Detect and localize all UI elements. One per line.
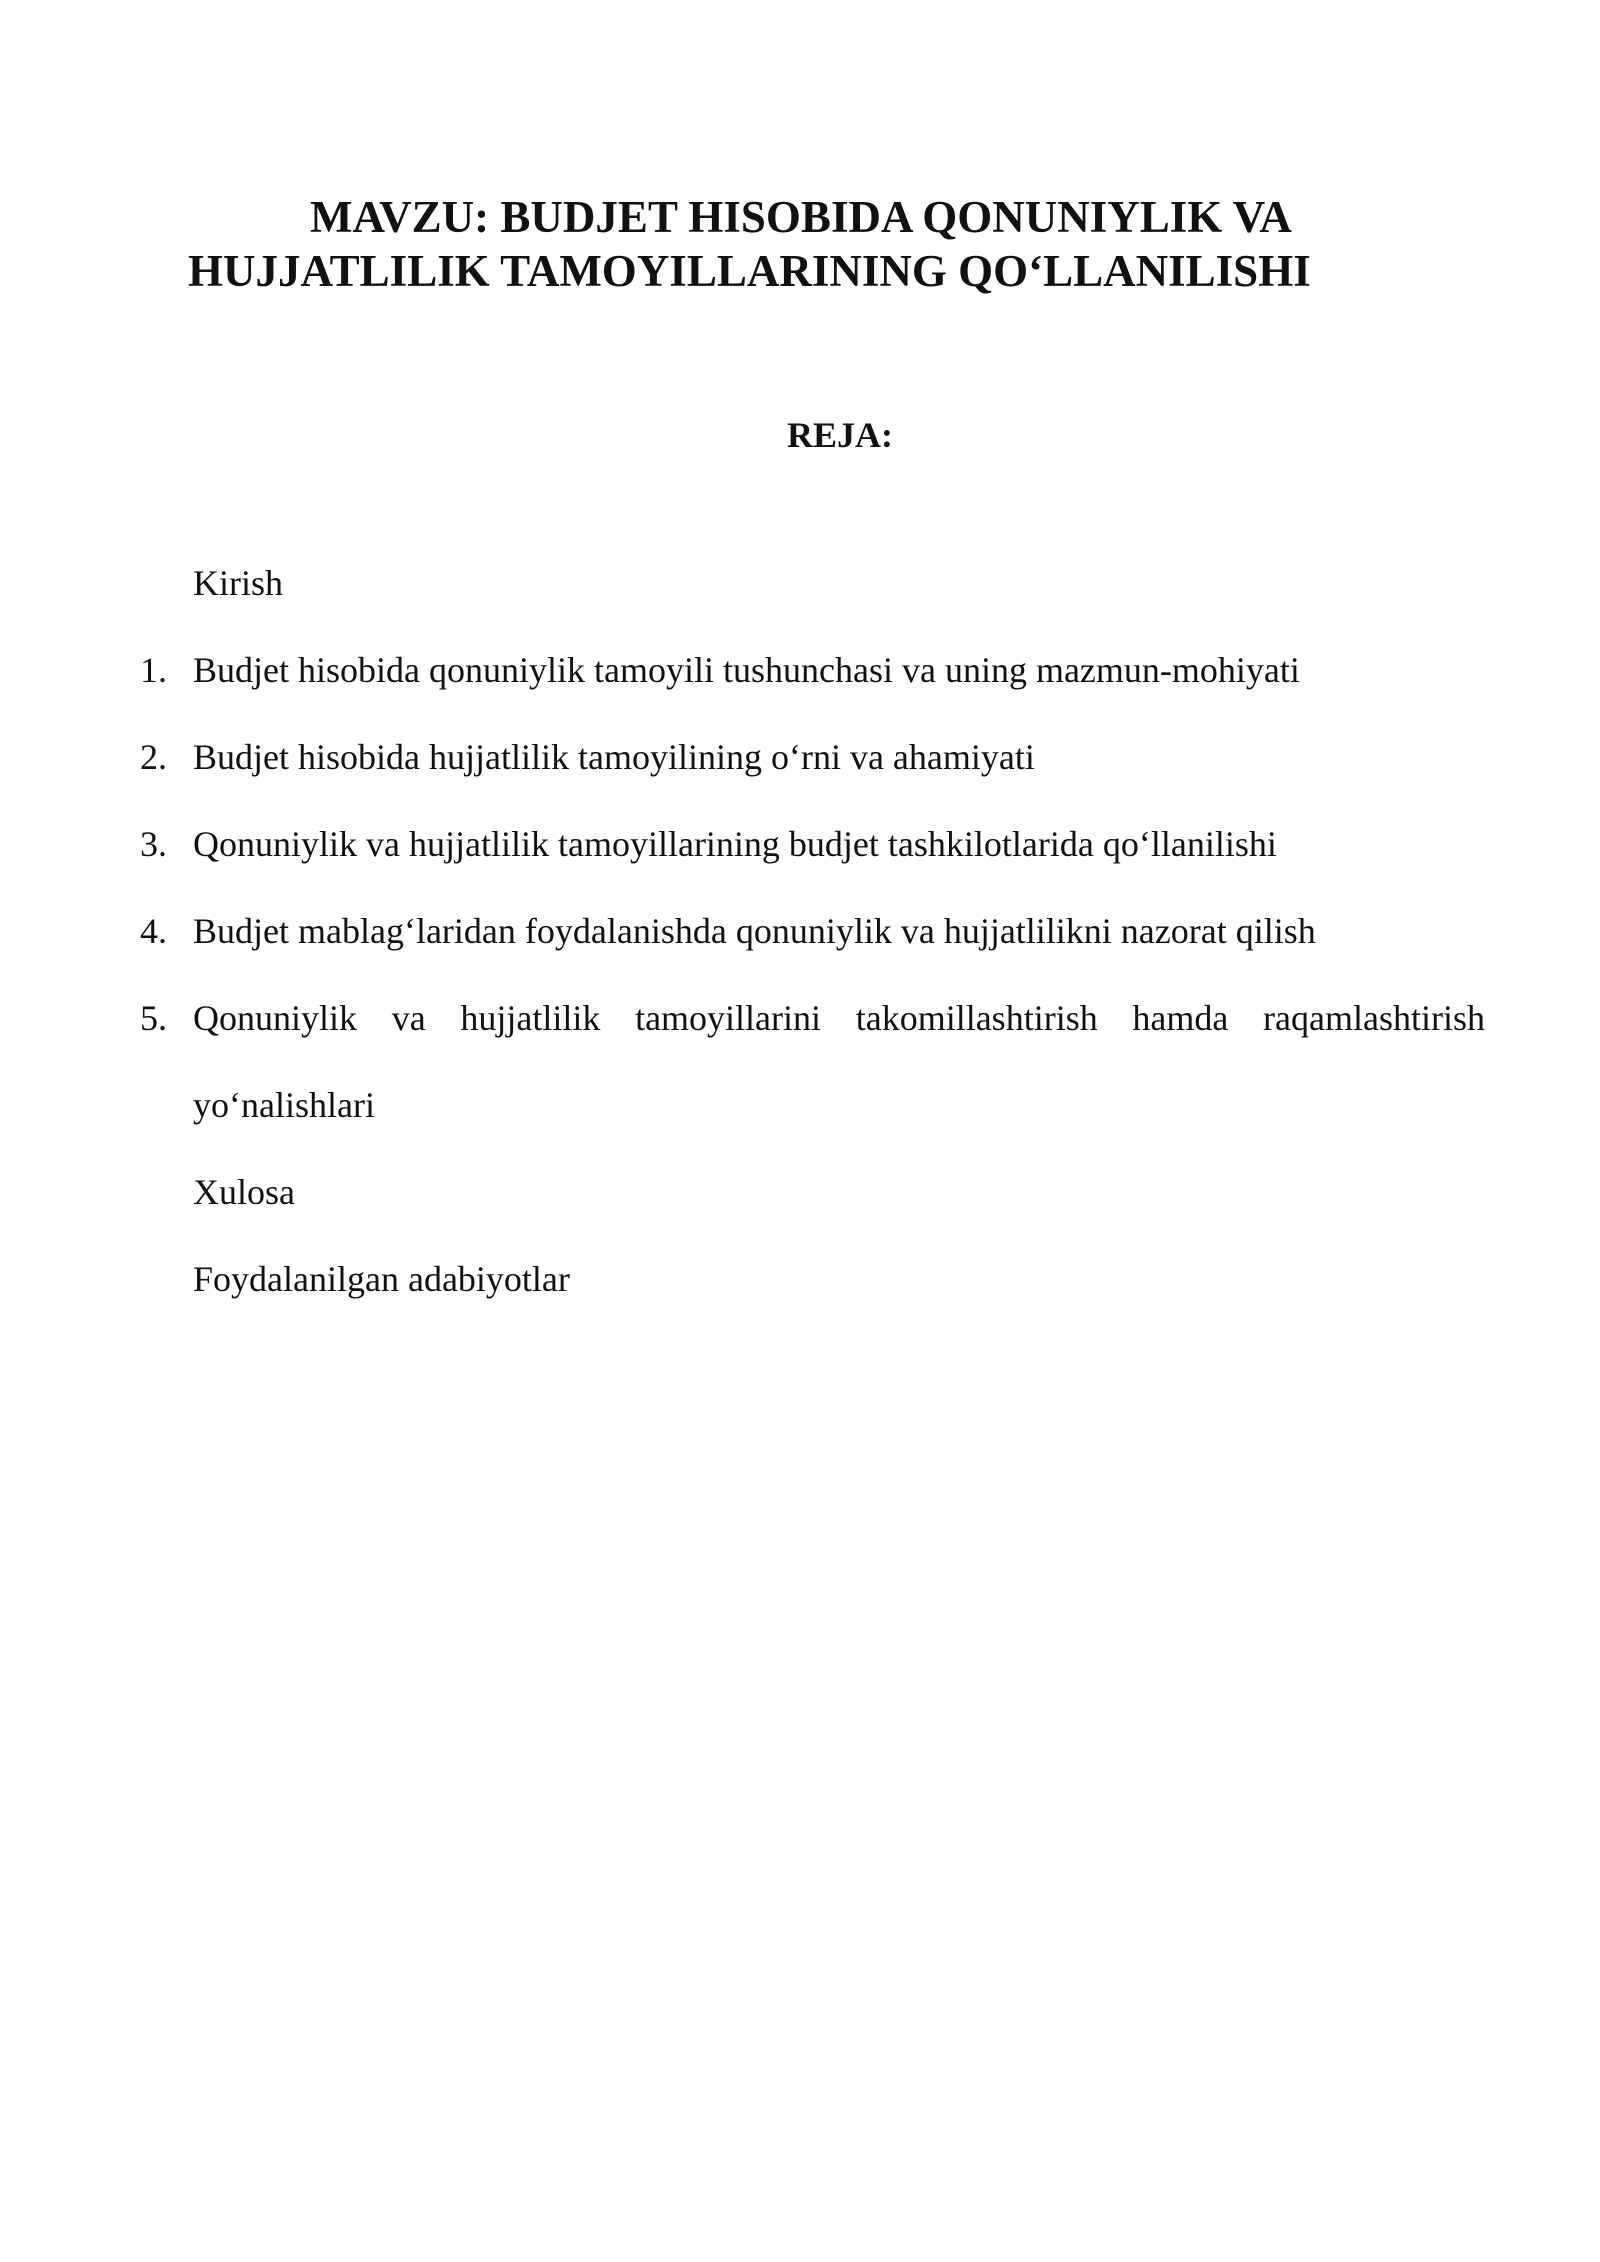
plan-item-number: 5.	[140, 998, 167, 1038]
plan-item-text: Qonuniylik va hujjatlilik tamoyillarining budjet tashkilotlarida qo‘llanilishi	[193, 824, 1277, 864]
plan-heading: REJA:	[787, 415, 893, 455]
document-title	[150, 190, 1450, 298]
plan-item-5	[140, 975, 1485, 1062]
plan-item-5-continuation	[140, 1062, 1485, 1149]
plan-item-text: Budjet hisobida qonuniylik tamoyili tushunchasi va uning mazmun-mohiyati	[193, 650, 1300, 690]
plan-item-1	[140, 627, 1485, 714]
plan-item-number: 1.	[140, 650, 167, 690]
plan-item-number: 4.	[140, 911, 167, 951]
plan-item-text: Budjet mablag‘laridan foydalanishda qonuniylik va hujjatlilikni nazorat qilish	[193, 911, 1316, 951]
plan-list	[140, 540, 1485, 1323]
plan-item-text: Budjet hisobida hujjatlilik tamoyilining o‘rni va ahamiyati	[193, 737, 1035, 777]
plan-item-text: Foydalanilgan adabiyotlar	[193, 1259, 570, 1299]
plan-item-2	[140, 714, 1485, 801]
justified-word: Qonuniylik	[193, 998, 358, 1038]
plan-item-text: yo‘nalishlari	[193, 1085, 375, 1125]
justified-word: raqamlashtirish	[1263, 998, 1485, 1038]
justified-word: hujjatlilik	[460, 998, 601, 1038]
plan-item-text: Kirish	[193, 563, 283, 603]
justified-word: va	[391, 998, 426, 1038]
plan-item-number: 2.	[140, 737, 167, 777]
title-line-1: MAVZU: BUDJET HISOBIDA QONUNIYLIK VA	[310, 192, 1292, 242]
plan-item-conclusion	[140, 1149, 1485, 1236]
plan-item-intro	[140, 540, 1485, 627]
plan-item-references	[140, 1236, 1485, 1323]
title-line-2: HUJJATLILIK TAMOYILLARINING QO‘LLANILISHI	[188, 246, 1311, 296]
plan-item-number: 3.	[140, 824, 167, 864]
justified-word: takomillashtirish	[855, 998, 1098, 1038]
justified-word: tamoyillarini	[635, 998, 822, 1038]
plan-item-3	[140, 801, 1485, 888]
plan-item-4	[140, 888, 1485, 975]
justified-word: hamda	[1132, 998, 1229, 1038]
plan-item-text: Xulosa	[193, 1172, 295, 1212]
plan-item-justified-row	[193, 975, 1485, 1062]
